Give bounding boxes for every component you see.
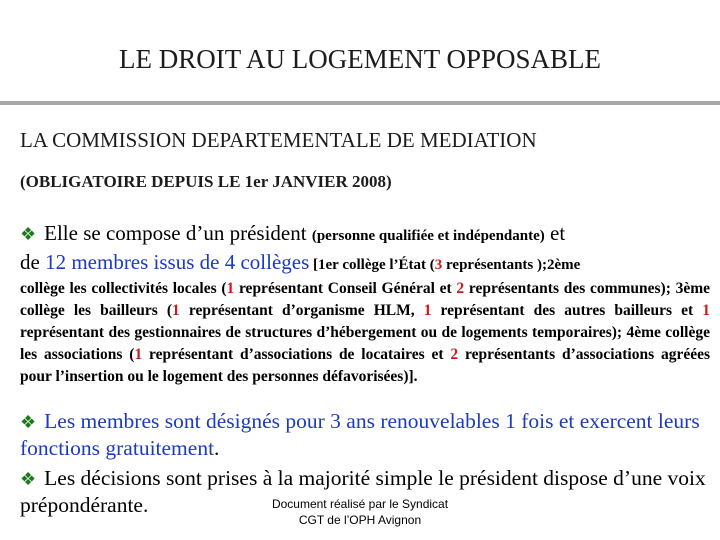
count-highlight: 1 — [172, 302, 180, 319]
diamond-bullet-icon: ❖ — [20, 412, 37, 432]
diamond-bullet-icon: ❖ — [20, 224, 37, 244]
count-highlight: 2 — [450, 346, 459, 363]
college-text: représentants );2ème — [442, 257, 581, 273]
college-text: représentant d’organisme HLM, — [179, 302, 424, 319]
composition-text: et — [544, 221, 566, 245]
college-text: représentant des gestionnaires de structures d’hébergement ou de logements temporaires); 4ème collège les associations ( — [20, 324, 710, 363]
decisions-text: Les décisions sont prises à la majorité simple le président dispose d’une voix prépondérante. — [20, 466, 706, 517]
president-qualifier: (personne qualifiée et indépendante) — [311, 228, 545, 244]
college-text: représentant des autres bailleurs et — [431, 302, 703, 319]
section-heading: LA COMMISSION DEPARTEMENTALE DE MEDIATION — [20, 128, 537, 152]
footer-line-2: CGT de l’OPH Avignon — [298, 513, 422, 527]
paragraph-composition — [20, 220, 710, 388]
footer-credit — [255, 496, 465, 528]
count-highlight: 1 — [134, 346, 143, 363]
section-subheading: (OBLIGATOIRE DEPUIS LE 1er JANVIER 2008) — [20, 172, 392, 191]
college-text: représentant Conseil Général et — [234, 280, 457, 297]
members-highlight: 12 membres issus de 4 collèges — [45, 250, 310, 274]
college-text: représentants des communes); 3ème collège les bailleurs ( — [20, 280, 711, 319]
college-text: représentants d’associations agréées pour l’insertion ou le logement des personnes défavorisées)]. — [20, 346, 711, 385]
mandate-text: Les membres sont désignés pour 3 ans renouvelables 1 fois et exercent leurs fonctions gratuitement — [20, 409, 700, 460]
count-highlight: 3 — [434, 257, 443, 273]
college-text: collège les collectivités locales ( — [20, 280, 227, 297]
slide-title: LE DROIT AU LOGEMENT OPPOSABLE — [118, 44, 602, 74]
composition-text: de — [20, 250, 46, 274]
mandate-end: . — [214, 436, 220, 460]
slide-header — [0, 0, 720, 104]
footer-line-1: Document réalisé par le Syndicat — [271, 497, 449, 511]
paragraph-mandate — [20, 408, 710, 461]
college-text: [1er collège l’État ( — [309, 257, 435, 273]
composition-line-1 — [20, 220, 710, 249]
colleges-detail — [20, 278, 710, 388]
college-text: représentant d’associations de locataires et — [142, 346, 451, 363]
count-highlight: 1 — [423, 302, 432, 319]
count-highlight: 2 — [456, 280, 465, 297]
count-highlight: 1 — [702, 302, 710, 319]
count-highlight: 1 — [226, 280, 235, 297]
composition-line-2 — [20, 249, 710, 278]
composition-text: Elle se compose d’un président — [44, 221, 312, 245]
header-divider — [0, 101, 720, 105]
diamond-bullet-icon: ❖ — [20, 469, 37, 489]
